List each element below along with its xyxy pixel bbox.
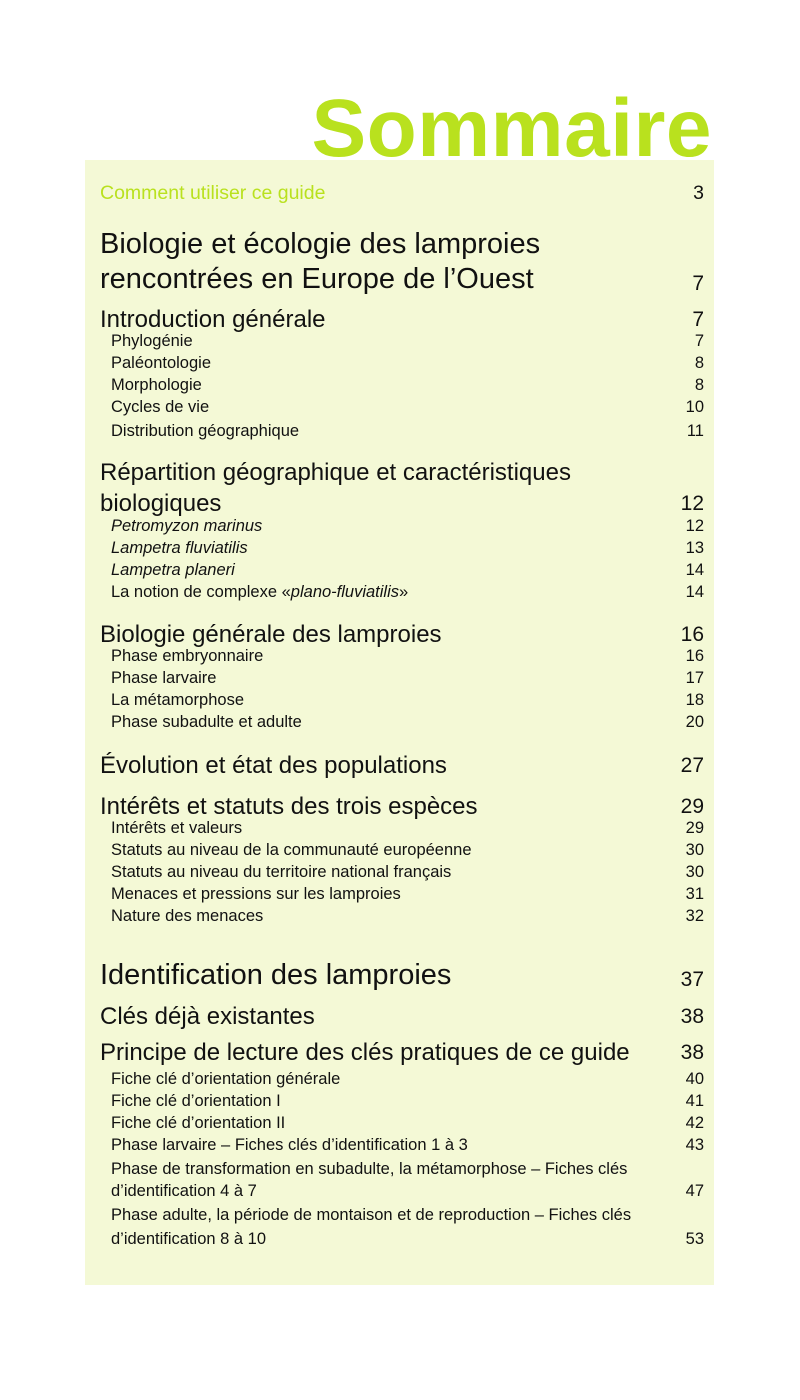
part2-title[interactable]: Identification des lamproies 37 [100,959,704,991]
toc-subentry[interactable]: Phase adulte, la période de montaison et de reproduction – Fiches clés d’identification 8 à 10 53 [111,1206,704,1248]
toc-subentry[interactable]: Paléontologie 8 [111,354,704,372]
toc-subentry[interactable]: Statuts au niveau du territoire national français 30 [111,863,704,881]
toc-subentry[interactable]: Fiche clé d’orientation II 42 [111,1114,704,1132]
toc-entry-interets[interactable]: Intérêts et statuts des trois espèces 29 [100,793,704,820]
toc-subentry[interactable]: Distribution géographique 11 [111,422,704,440]
toc-entry-introduction-generale[interactable]: Introduction générale 7 [100,306,704,333]
toc-page: 7 [692,272,704,295]
toc-entry-cles[interactable]: Clés déjà existantes 38 [100,1003,704,1030]
toc-subentry[interactable]: La métamorphose 18 [111,691,704,709]
toc-entry-intro[interactable] [100,182,704,205]
toc-subentry[interactable]: Phase de transformation en subadulte, la métamorphose – Fiches clés d’identification 4 à 7 47 [111,1160,704,1200]
toc-subentry[interactable]: Cycles de vie 10 [111,398,704,416]
toc-subentry[interactable]: Menaces et pressions sur les lamproies 31 [111,885,704,903]
toc-subentry[interactable]: Intérêts et valeurs 29 [111,819,704,837]
toc-entry-repartition-line1[interactable]: Répartition géographique et caractéristiques [100,459,571,486]
toc-subentry[interactable]: Phylogénie 7 [111,332,704,350]
toc-subentry[interactable]: Statuts au niveau de la communauté européenne 30 [111,841,704,859]
toc-subentry[interactable]: Fiche clé d’orientation I 41 [111,1092,704,1110]
toc-subentry[interactable]: Lampetra planeri 14 [111,561,704,579]
toc-page: 3 [693,182,704,204]
toc-entry-repartition-line2[interactable]: biologiques 12 [100,490,704,517]
toc-subentry[interactable]: Phase larvaire – Fiches clés d’identification 1 à 3 43 [111,1136,704,1154]
toc-subentry[interactable]: Lampetra fluviatilis 13 [111,539,704,557]
toc-entry-biologie-generale[interactable]: Biologie générale des lamproies 16 [100,621,704,648]
toc-subentry[interactable]: La notion de complexe «plano-fluviatilis» 14 [111,583,704,601]
page-title: Sommaire [311,83,712,174]
toc-subentry[interactable]: Nature des menaces 32 [111,907,704,925]
part1-title-line1[interactable]: Biologie et écologie des lamproies [100,228,541,260]
toc-entry-evolution[interactable]: Évolution et état des populations 27 [100,752,704,779]
toc-subentry[interactable]: Phase subadulte et adulte 20 [111,713,704,731]
toc-subentry[interactable]: Fiche clé d’orientation générale 40 [111,1070,704,1088]
toc-subentry[interactable]: Morphologie 8 [111,376,704,394]
part1-title-line2[interactable]: rencontrées en Europe de l’Ouest 7 [100,263,704,295]
toc-subentry[interactable]: Petromyzon marinus 12 [111,517,704,535]
toc-entry-principe[interactable]: Principe de lecture des clés pratiques de ce guide 38 [100,1039,704,1066]
toc-label: Comment utiliser ce guide [100,182,326,204]
toc-subentry[interactable]: Phase larvaire 17 [111,669,704,687]
toc-subentry[interactable]: Phase embryonnaire 16 [111,647,704,665]
